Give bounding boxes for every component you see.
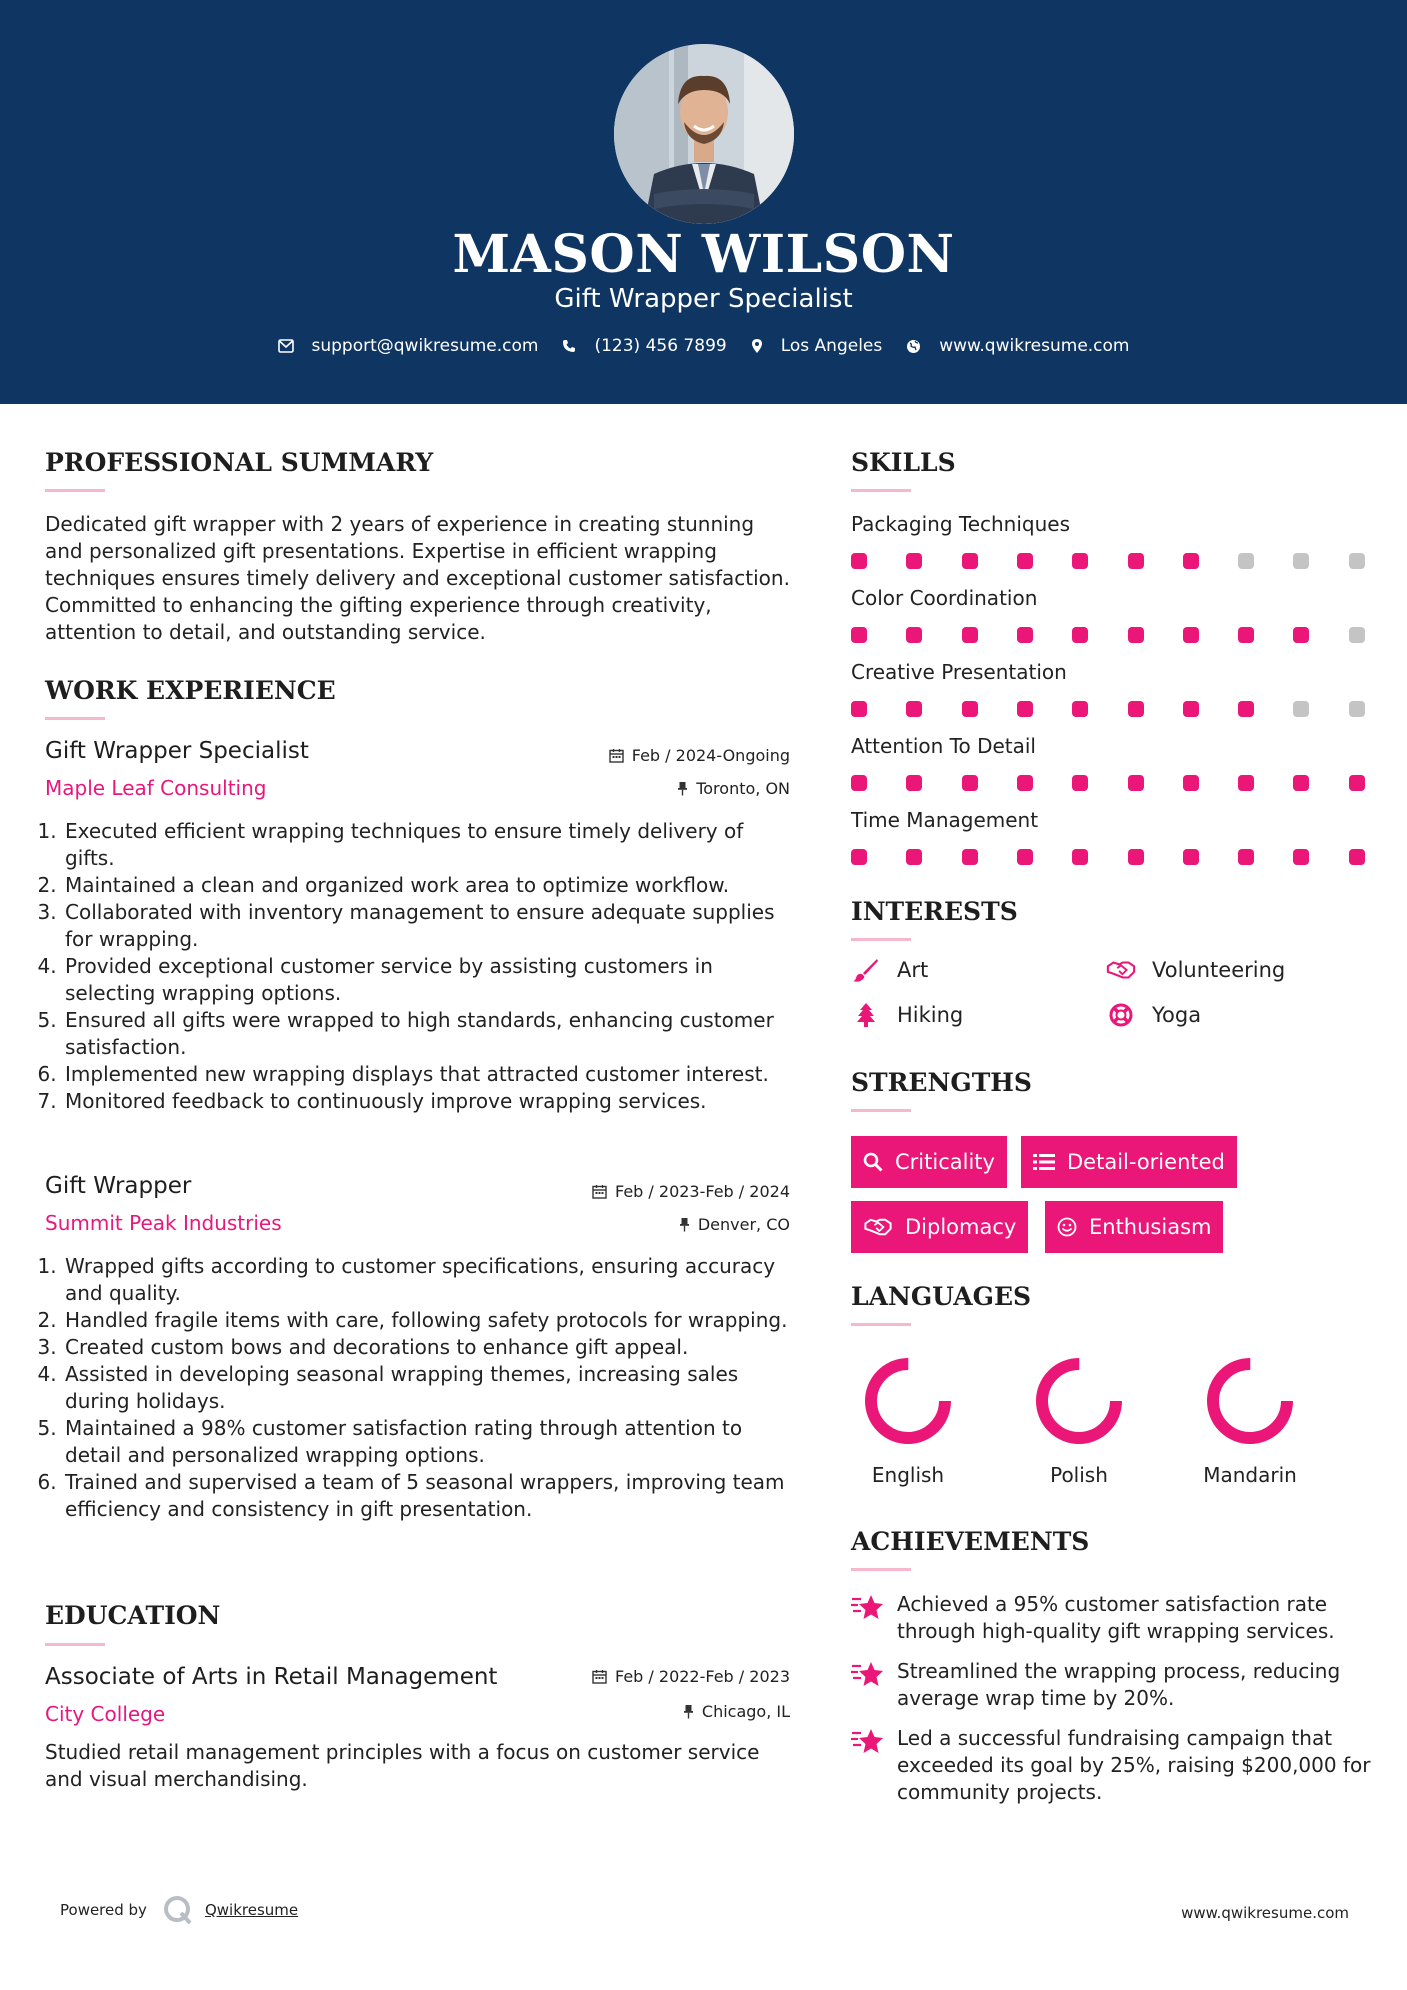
rating-dot [1183,701,1199,717]
list-item: 3. Collaborated with inventory management to ensure adequate supplies for wrapping. [63,899,795,953]
section-underline [851,938,911,941]
strength-tag: Enthusiasm [1045,1201,1223,1253]
calendar-icon [592,1669,607,1684]
rating-dot [1349,775,1365,791]
section-underline [851,1568,911,1571]
education-heading: EDUCATION [45,1601,221,1630]
phone-icon [562,339,576,353]
rating-dot [1017,553,1033,569]
job-date: Feb / 2023-Feb / 2024 [540,1182,790,1201]
rating-dot [1293,701,1309,717]
rating-dot [1238,553,1254,569]
list-icon [1033,1153,1055,1171]
section-underline [851,1109,911,1112]
interests-heading: INTERESTS [851,897,1018,926]
rating-dot [962,849,978,865]
skills-heading: SKILLS [851,448,956,477]
rating-dot [1017,849,1033,865]
rating-dot [962,775,978,791]
rating-dot [851,849,867,865]
job-role: Gift Wrapper [45,1173,192,1199]
rating-dot [962,701,978,717]
rating-dot [962,627,978,643]
rating-dot [1238,701,1254,717]
search-icon [863,1152,883,1172]
avatar [614,44,794,224]
rating-dot [1349,553,1365,569]
footer-website[interactable]: www.qwikresume.com [1181,1904,1349,1922]
language-name: Polish [1050,1463,1108,1487]
skill-name: Color Coordination [851,586,1038,610]
section-underline [851,489,911,492]
section-underline [45,717,105,720]
skill-name: Packaging Techniques [851,512,1071,536]
rating-dot [1072,849,1088,865]
interest-item: Volunteering [1106,958,1285,982]
rating-dot [1293,627,1309,643]
rating-dot [906,775,922,791]
skill-name: Creative Presentation [851,660,1067,684]
interest-item: Hiking [851,1003,963,1027]
envelope-icon [278,339,294,353]
list-item: 4. Provided exceptional customer service by assisting customers in selecting wrapping options. [63,953,795,1007]
calendar-icon [592,1184,607,1199]
lifering-icon [1106,1003,1136,1027]
education-degree: Associate of Arts in Retail Management [45,1664,498,1690]
rating-dot [1128,849,1144,865]
star-icon [851,1658,887,1712]
qwikresume-link[interactable]: Qwikresume [204,1901,299,1919]
job-duties [45,818,795,1115]
rating-dot [1183,627,1199,643]
smile-icon [1057,1217,1077,1237]
experience-heading: WORK EXPERIENCE [45,676,336,705]
contact-email[interactable]: support@qwikresume.com [278,336,539,356]
rating-dot [1017,701,1033,717]
rating-dot [1017,775,1033,791]
rating-dot [1349,701,1365,717]
list-item: 6. Implemented new wrapping displays that attracted customer interest. [63,1061,795,1088]
rating-dot [906,701,922,717]
rating-dot [906,849,922,865]
handshake-icon [1106,960,1136,980]
skill-rating [851,553,1363,571]
rating-dot [1072,701,1088,717]
pushpin-icon [679,1217,690,1232]
rating-dot [1349,627,1365,643]
job-location: Toronto, ON [540,779,790,798]
rating-dot [1183,849,1199,865]
rating-dot [1183,775,1199,791]
globe-icon [906,339,921,354]
skill-rating [851,849,1363,867]
rating-dot [851,775,867,791]
handshake-icon [863,1218,893,1236]
qwikresume-logo-icon [163,1895,193,1925]
language-item [848,1351,968,1487]
rating-dot [1072,553,1088,569]
list-item: 3. Created custom bows and decorations to enhance gift appeal. [63,1334,795,1361]
rating-dot [1183,553,1199,569]
job-duties [45,1253,795,1523]
rating-dot [1293,775,1309,791]
rating-dot [1072,627,1088,643]
candidate-title: Gift Wrapper Specialist [554,284,853,314]
rating-dot [1293,849,1309,865]
resume-header [0,0,1407,404]
star-icon [851,1591,887,1645]
profile-photo [614,44,794,224]
skill-rating [851,701,1363,719]
strength-tag: Detail-oriented [1021,1136,1237,1188]
footer-powered-by: Powered by Qwikresume [60,1895,298,1925]
pushpin-icon [683,1704,694,1719]
language-item [1019,1351,1139,1487]
rating-dot [1128,553,1144,569]
section-underline [45,1643,105,1646]
strengths-heading: STRENGTHS [851,1068,1032,1097]
rating-dot [1072,775,1088,791]
pushpin-icon [677,781,688,796]
contact-phone[interactable]: (123) 456 7899 [562,336,726,356]
rating-dot [1017,627,1033,643]
contact-location: Los Angeles [751,336,883,356]
star-icon [851,1725,887,1806]
strength-tag: Diplomacy [851,1201,1028,1253]
education-school: City College [45,1702,166,1726]
rating-dot [906,627,922,643]
summary-text: Dedicated gift wrapper with 2 years of experience in creating stunning and personalized gift presentations. Expertise in efficient wrapping techniques ensures timely delivery and exceptional customer satisfaction. Committed to enhancing the gifting experience through creativity, attention to detail, and outstanding service. [45,512,790,644]
rating-dot [962,553,978,569]
rating-dot [1349,849,1365,865]
languages-heading: LANGUAGES [851,1282,1032,1311]
list-item: 2. Handled fragile items with care, following safety protocols for wrapping. [63,1307,795,1334]
skill-name: Attention To Detail [851,734,1036,758]
language-ring-arc [1213,1364,1287,1438]
tree-icon [851,1003,881,1027]
language-proficiency-ring [1200,1351,1300,1451]
rating-dot [1293,553,1309,569]
skill-name: Time Management [851,808,1039,832]
summary-heading: PROFESSIONAL SUMMARY [45,448,434,477]
rating-dot [851,701,867,717]
list-item: 5. Ensured all gifts were wrapped to high standards, enhancing customer satisfaction. [63,1007,795,1061]
rating-dot [851,553,867,569]
list-item: 5. Maintained a 98% customer satisfaction rating through attention to detail and personalized wrapping options. [63,1415,795,1469]
achievement-item: Led a successful fundraising campaign that exceeded its goal by 25%, raising $200,000 for community projects. [851,1725,1371,1806]
list-item: 1. Wrapped gifts according to customer specifications, ensuring accuracy and quality. [63,1253,795,1307]
skill-rating [851,775,1363,793]
calendar-icon [609,748,624,763]
rating-dot [1128,701,1144,717]
map-marker-icon [751,338,763,354]
list-item: 1. Executed efficient wrapping techniques to ensure timely delivery of gifts. [63,818,795,872]
rating-dot [851,627,867,643]
language-name: Mandarin [1203,1463,1297,1487]
rating-dot [1238,775,1254,791]
list-item: 6. Trained and supervised a team of 5 seasonal wrappers, improving team efficiency and consistency in gift presentation. [63,1469,795,1523]
job-location: Denver, CO [540,1215,790,1234]
language-proficiency-ring [858,1351,958,1451]
rating-dot [1238,849,1254,865]
list-item: 2. Maintained a clean and organized work area to optimize workflow. [63,872,795,899]
job-company: Maple Leaf Consulting [45,776,267,800]
education-description: Studied retail management principles with a focus on customer service and visual merchandising. [45,1740,760,1791]
section-underline [851,1323,911,1326]
language-name: English [871,1463,945,1487]
job-role: Gift Wrapper Specialist [45,738,309,764]
paintbrush-icon [851,958,881,982]
rating-dot [1128,627,1144,643]
contact-bar [0,336,1407,356]
interest-item: Yoga [1106,1003,1201,1027]
section-underline [45,489,105,492]
achievement-item: Achieved a 95% customer satisfaction rate through high-quality gift wrapping services. [851,1591,1371,1645]
rating-dot [1238,627,1254,643]
language-ring-arc [871,1364,945,1438]
education-date: Feb / 2022-Feb / 2023 [540,1667,790,1686]
language-item [1190,1351,1310,1487]
language-ring-arc [1042,1364,1116,1438]
list-item: 4. Assisted in developing seasonal wrapping themes, increasing sales during holidays. [63,1361,795,1415]
achievement-item: Streamlined the wrapping process, reducing average wrap time by 20%. [851,1658,1371,1712]
job-date: Feb / 2024-Ongoing [540,746,790,765]
interest-item: Art [851,958,928,982]
achievements-heading: ACHIEVEMENTS [851,1527,1090,1556]
list-item: 7. Monitored feedback to continuously improve wrapping services. [63,1088,795,1115]
skill-rating [851,627,1363,645]
strength-tag: Criticality [851,1136,1007,1188]
contact-website[interactable]: www.qwikresume.com [906,336,1129,356]
language-proficiency-ring [1029,1351,1129,1451]
job-company: Summit Peak Industries [45,1211,282,1235]
rating-dot [906,553,922,569]
education-location: Chicago, IL [540,1702,790,1721]
candidate-name: MASON WILSON [452,224,955,285]
rating-dot [1128,775,1144,791]
